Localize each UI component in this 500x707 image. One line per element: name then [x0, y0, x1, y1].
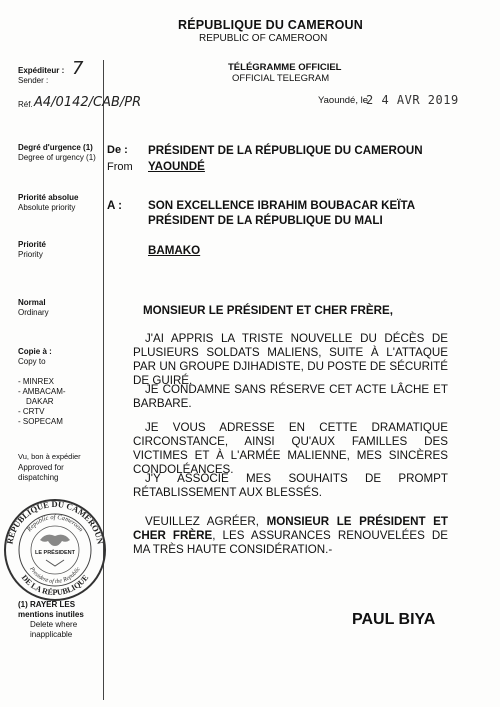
strike-note-en-2: inapplicable	[30, 630, 73, 639]
signature-name: PAUL BIYA	[352, 611, 436, 628]
copy-item: - MINREX	[18, 377, 54, 386]
from-label-en: From	[107, 161, 133, 173]
urgency-label-en: Degree of urgency (1)	[18, 153, 96, 162]
closing-part-a: VEUILLEZ AGRÉER,	[145, 515, 267, 528]
from-line-1: PRÉSIDENT DE LA RÉPUBLIQUE DU CAMEROUN	[148, 144, 423, 157]
priority-en: Priority	[18, 250, 43, 259]
to-line-2: PRÉSIDENT DE LA RÉPUBLIQUE DU MALI	[148, 214, 383, 227]
svg-text:President of the Republic: President of the Republic	[28, 566, 82, 586]
urgency-label-fr: Degré d'urgence (1)	[18, 143, 93, 152]
paragraph-3: JE VOUS ADRESSE EN CETTE DRAMATIQUE CIRCONSTANCE, AINSI QU'AUX FAMILLES DES VICTIMES ET À L'ARMÉE MALIENNE, MES SINCÈRES CONDOLÉANCES.	[133, 421, 448, 476]
copy-list	[18, 377, 66, 427]
normal-fr: Normal	[18, 298, 46, 307]
svg-text:Republic of Cameroon: Republic of Cameroon	[25, 513, 85, 534]
paragraph-2: JE CONDAMNE SANS RÉSERVE CET ACTE LÂCHE ET BARBARE.	[133, 383, 448, 410]
date-prefix: Yaoundé, le	[318, 95, 369, 106]
strike-note-en-1: Delete where	[30, 620, 78, 629]
telegram-title-fr: TÉLÉGRAMME OFFICIEL	[228, 62, 342, 73]
copy-label-fr: Copie à :	[18, 347, 52, 356]
svg-text:LE PRÉSIDENT: LE PRÉSIDENT	[34, 550, 76, 556]
priority-fr: Priorité	[18, 240, 47, 249]
sender-value: 7	[72, 58, 84, 79]
closing-paragraph	[133, 515, 448, 557]
to-label: A :	[107, 199, 123, 212]
copy-item: - AMBACAM-	[18, 387, 66, 396]
dispatch-en-2: dispatching	[18, 473, 59, 482]
absolute-priority-fr: Priorité absolue	[18, 193, 79, 202]
dispatch-fr: Vu, bon à expédier	[18, 452, 81, 461]
from-line-2: YAOUNDÉ	[148, 160, 205, 173]
sender-label-fr: Expéditeur :	[18, 66, 65, 75]
from-label-fr: De :	[107, 144, 128, 156]
recipient-city: BAMAKO	[148, 244, 201, 257]
copy-item: DAKAR	[26, 397, 54, 406]
strike-note-fr-1: (1) RAYER LES	[18, 600, 76, 609]
strike-note-fr-2: mentions inutiles	[18, 610, 84, 619]
republic-title-en: REPUBLIC OF CAMEROON	[199, 33, 328, 44]
telegram-title-en: OFFICIAL TELEGRAM	[232, 73, 330, 84]
sender-label-en: Sender :	[18, 76, 49, 85]
ref-label: Réf.	[18, 100, 33, 109]
paragraph-4: J'Y ASSOCIE MES SOUHAITS DE PROMPT RÉTABLISSEMENT AUX BLESSÉS.	[133, 472, 448, 499]
salutation: MONSIEUR LE PRÉSIDENT ET CHER FRÈRE,	[143, 304, 393, 317]
date-stamp: 2 4 AVR 2019	[366, 93, 459, 107]
copy-label-en: Copy to	[18, 357, 46, 366]
absolute-priority-en: Absolute priority	[18, 203, 76, 212]
sidebar-divider	[103, 60, 104, 700]
svg-text:DE LA RÉPUBLIQUE: DE LA RÉPUBLIQUE	[19, 573, 91, 598]
presidential-seal	[0, 488, 110, 603]
paragraph-1: J'AI APPRIS LA TRISTE NOUVELLE DU DÉCÈS DE PLUSIEURS SOLDATS MALIENS, SUITE À L'ATTAQUE PAR UN GROUPE DJIHADISTE, DU POSTE DE SÉCURITÉ DE GUIRÉ.	[133, 332, 448, 387]
republic-title-fr: RÉPUBLIQUE DU CAMEROUN	[178, 18, 363, 32]
svg-text:RÉPUBLIQUE DU CAMEROUN: RÉPUBLIQUE DU CAMEROUN	[4, 498, 106, 545]
to-line-1: SON EXCELLENCE IBRAHIM BOUBACAR KEÏTA	[148, 199, 416, 212]
dispatch-en-1: Approved for	[18, 463, 64, 472]
copy-item: - CRTV	[18, 407, 45, 416]
ref-value: A4/0142/CAB/PR	[34, 95, 142, 110]
closing-part-b: MONSIEUR LE PRÉSIDENT ET CHER FRÈRE	[133, 515, 448, 542]
copy-item: - SOPECAM	[18, 417, 63, 426]
closing-part-c: , LES ASSURANCES RENOUVELÉES DE MA TRÈS HAUTE CONSIDÉRATION.-	[133, 529, 448, 556]
normal-en: Ordinary	[18, 308, 49, 317]
